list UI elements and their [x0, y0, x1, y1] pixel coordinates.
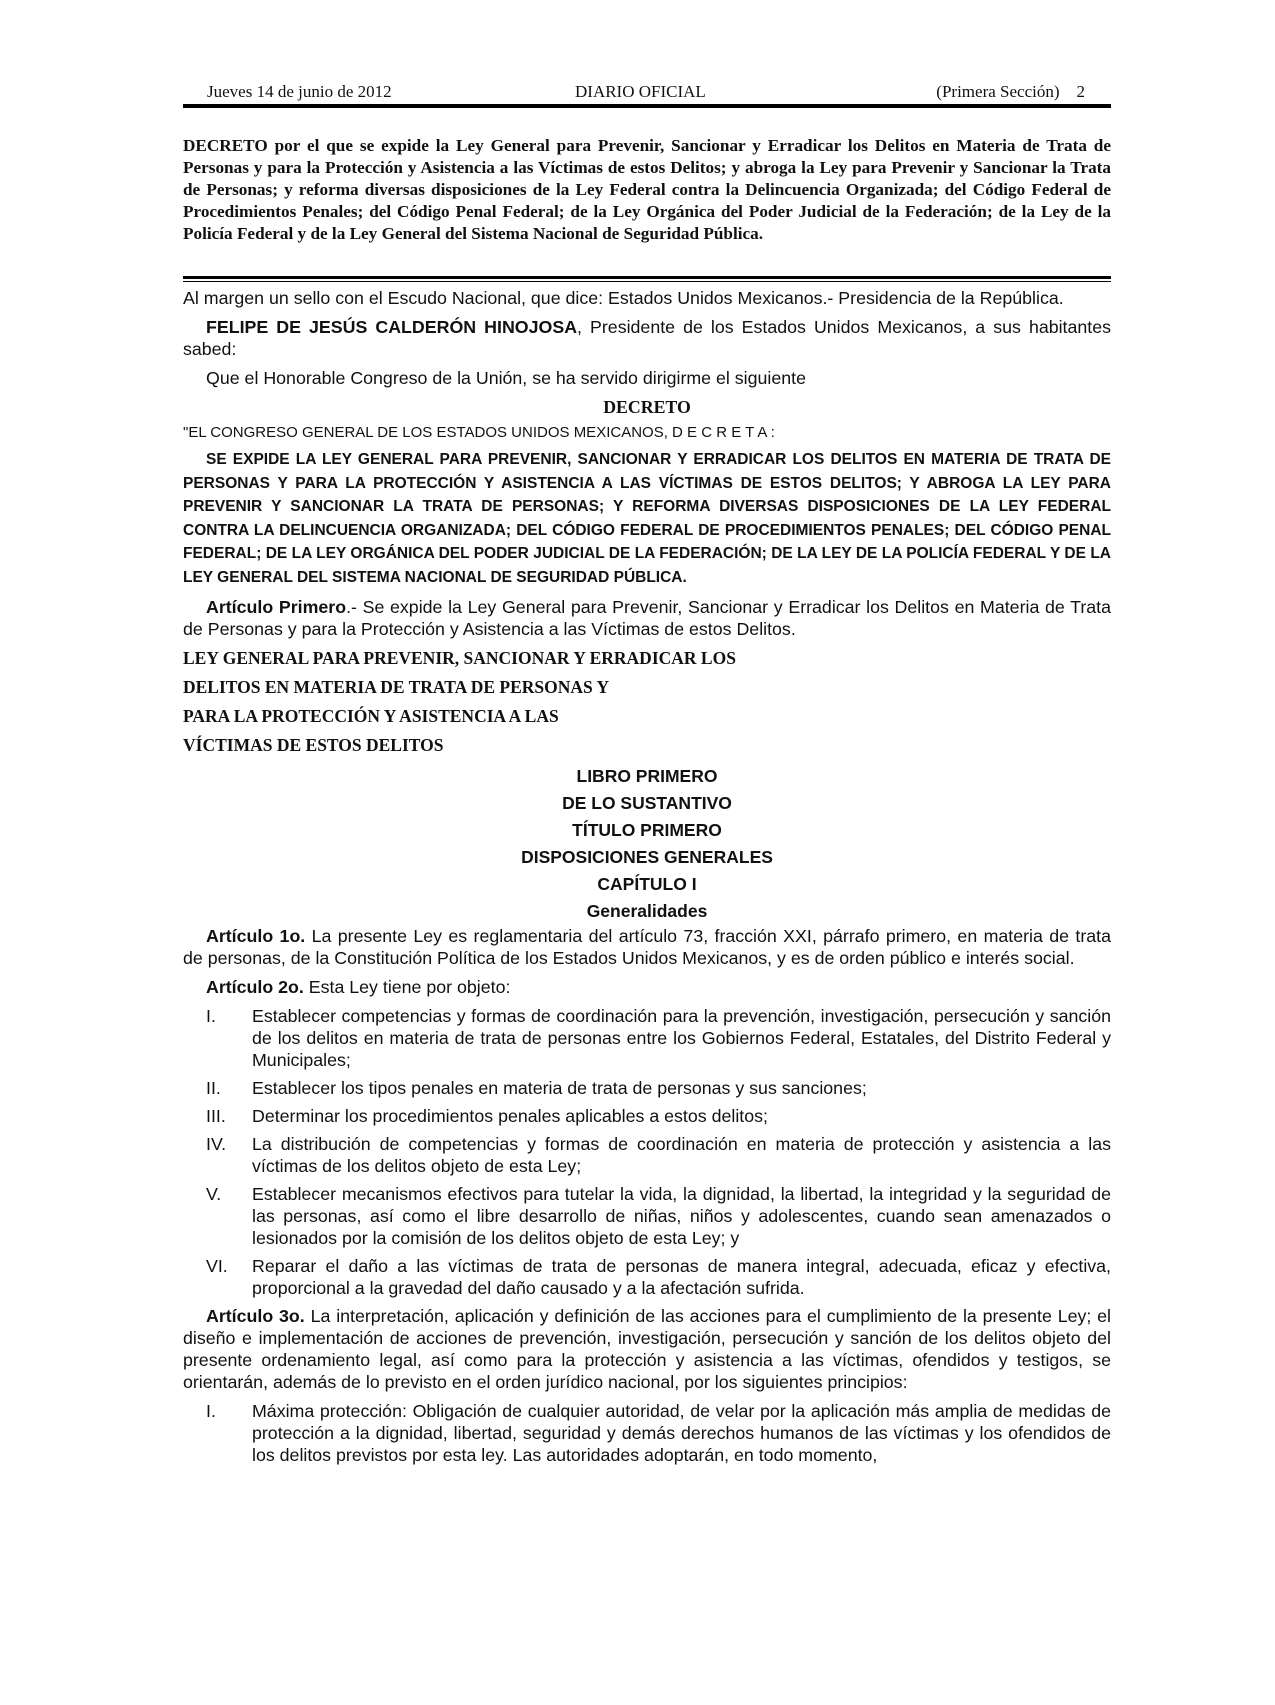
- list-item-text: La distribución de competencias y formas de coordinación en materia de protección y asistencia a las víctimas de los delitos objeto de esta Ley;: [252, 1134, 1111, 1176]
- law-title: [183, 647, 1111, 756]
- list-item-number: III.: [206, 1106, 226, 1126]
- article-2-text: Esta Ley tiene por objeto:: [303, 977, 511, 997]
- article-1-text: La presente Ley es reglamentaria del artículo 73, fracción XXI, párrafo primero, en materia de trata de personas, de la Constitución Política de los Estados Unidos Mexicanos, y es de orden público e interés social.: [183, 926, 1111, 968]
- article-first-text: .- Se expide la Ley General para Prevenir, Sancionar y Erradicar los Delitos en Materia de Trata de Personas y para la Protección y Asistencia a las Víctimas de estos Delitos.: [183, 597, 1111, 639]
- header-publication: DIARIO OFICIAL: [575, 82, 706, 101]
- list-item: [206, 1005, 1111, 1071]
- list-item-number: I.: [206, 1006, 216, 1026]
- law-title-line: DELITOS EN MATERIA DE TRATA DE PERSONAS Y: [183, 677, 610, 697]
- heading-capitulo: CAPÍTULO I: [597, 874, 697, 894]
- list-item-number: VI.: [206, 1256, 228, 1276]
- congress-decree-lead: "EL CONGRESO GENERAL DE LOS ESTADOS UNIDOS MEXICANOS,: [183, 424, 668, 441]
- law-title-line: PARA LA PROTECCIÓN Y ASISTENCIA A LAS: [183, 706, 559, 726]
- president-name: FELIPE DE JESÚS CALDERÓN HINOJOSA: [206, 317, 578, 337]
- list-item: [206, 1133, 1111, 1177]
- article-1: [183, 925, 1111, 969]
- title-rule-thick: [183, 276, 1111, 279]
- heading-disposiciones: DISPOSICIONES GENERALES: [521, 847, 773, 867]
- heading-libro: LIBRO PRIMERO: [576, 766, 718, 786]
- caps-statement: SE EXPIDE LA LEY GENERAL PARA PREVENIR, SANCIONAR Y ERRADICAR LOS DELITOS EN MATERIA DE TRATA DE PERSONAS Y PARA LA PROTECCIÓN Y ASISTENCIA A LAS VÍCTIMAS DE ESTOS DELITOS; Y ABROGA LA LEY PARA PREVENIR Y SANCIONAR LA TRATA DE PERSONAS; Y REFORMA DIVERSAS DISPOSICIONES DE LA LEY FEDERAL CONTRA LA DELINCUENCIA ORGANIZADA; DEL CÓDIGO FEDERAL DE PROCEDIMIENTOS PENALES; DEL CÓDIGO PENAL FEDERAL; DE LA LEY ORGÁNICA DEL PODER JUDICIAL DE LA FEDERACIÓN; DE LA LEY DE LA POLICÍA FEDERAL Y DE LA LEY GENERAL DEL SISTEMA NACIONAL DE SEGURIDAD PÚBLICA.: [183, 451, 1111, 586]
- page-header: [207, 82, 1085, 104]
- article-3-text: La interpretación, aplicación y definición de las acciones para el cumplimiento de la presente Ley; el diseño e implementación de acciones de prevención, investigación, persecución y sanción de los delitos objeto del presente ordenamiento legal, así como para la protección y asistencia a las víctimas, ofendidos y testigos, se orientarán, además de lo previsto en el orden jurídico nacional, por los siguientes principios:: [183, 1306, 1111, 1392]
- list-item: [206, 1077, 1111, 1099]
- document-body: [183, 287, 1111, 1472]
- header-page-number: 2: [1076, 82, 1085, 101]
- law-title-line: LEY GENERAL PARA PREVENIR, SANCIONAR Y ERRADICAR LOS: [183, 648, 736, 668]
- list-item-number: II.: [206, 1078, 221, 1098]
- article-2-label: Artículo 2o.: [206, 977, 304, 997]
- list-item-text: Reparar el daño a las víctimas de trata de personas de manera integral, adecuada, eficaz y efectiva, proporcional a la gravedad del daño causado y a la afectación sufrida.: [252, 1256, 1111, 1298]
- law-title-line: VÍCTIMAS DE ESTOS DELITOS: [183, 735, 444, 755]
- margin-note: Al margen un sello con el Escudo Nacional, que dice: Estados Unidos Mexicanos.- Presidencia de la República.: [183, 288, 1064, 308]
- congress-line: Que el Honorable Congreso de la Unión, se ha servido dirigirme el siguiente: [206, 368, 806, 388]
- list-item: [206, 1183, 1111, 1249]
- header-section-label: (Primera Sección): [936, 82, 1060, 101]
- president-paragraph: [183, 316, 1111, 360]
- list-item-text: Establecer mecanismos efectivos para tutelar la vida, la dignidad, la libertad, la integridad y la seguridad de las personas, así como el libre desarrollo de niñas, niños y adolescentes, cuando sean amenazados o lesionados por la comisión de los delitos objeto de esta Ley; y: [252, 1184, 1111, 1248]
- heading-titulo: TÍTULO PRIMERO: [572, 820, 722, 840]
- congress-decree-decreta: D E C R E T A :: [672, 424, 775, 441]
- article-2-list: [183, 1005, 1111, 1299]
- list-item-text: Establecer competencias y formas de coordinación para la prevención, investigación, persecución y sanción de los delitos en materia de trata de personas entre los Gobiernos Federal, Estatales, del Distrito Federal y Municipales;: [252, 1006, 1111, 1070]
- article-3-label: Artículo 3o.: [206, 1306, 305, 1326]
- list-item: [206, 1105, 1111, 1127]
- article-first-label: Artículo Primero: [206, 597, 347, 617]
- heading-generalidades: Generalidades: [586, 901, 708, 921]
- header-section: [936, 82, 1085, 102]
- title-rule-thin: [183, 281, 1111, 282]
- decree-title: DECRETO por el que se expide la Ley General para Prevenir, Sancionar y Erradicar los Delitos en Materia de Trata de Personas y para la Protección y Asistencia a las Víctimas de estos Delitos; y abroga la Ley para Prevenir y Sancionar la Trata de Personas; y reforma diversas disposiciones de la Ley Federal contra la Delincuencia Organizada; del Código Federal de Procedimientos Penales; del Código Penal Federal; de la Ley Orgánica del Poder Judicial de la Federación; de la Ley de la Policía Federal y de la Ley General del Sistema Nacional de Seguridad Pública.: [183, 136, 1111, 243]
- list-item-text: Establecer los tipos penales en materia de trata de personas y sus sanciones;: [252, 1078, 867, 1098]
- heading-sustantivo: DE LO SUSTANTIVO: [562, 793, 732, 813]
- list-item-number: IV.: [206, 1134, 227, 1154]
- article-3-list: [183, 1400, 1111, 1466]
- list-item-number: I.: [206, 1401, 216, 1421]
- article-3: [183, 1305, 1111, 1393]
- list-item-text: Máxima protección: Obligación de cualquier autoridad, de velar por la aplicación más amplia de medidas de protección a la dignidad, libertad, seguridad y demás derechos humanos de las víctimas y los ofendidos de los delitos previstos por esta ley. Las autoridades adoptarán, en todo momento,: [252, 1401, 1111, 1465]
- list-item: [206, 1400, 1111, 1466]
- header-rule: [183, 104, 1111, 108]
- article-1-label: Artículo 1o.: [206, 926, 306, 946]
- decreto-heading: DECRETO: [603, 397, 691, 417]
- article-first: [183, 596, 1111, 640]
- article-2: [183, 976, 1111, 998]
- header-date: Jueves 14 de junio de 2012: [207, 82, 392, 101]
- president-text: , Presidente de los Estados Unidos Mexicanos, a sus habitantes sabed:: [183, 317, 1111, 359]
- list-item-text: Determinar los procedimientos penales aplicables a estos delitos;: [252, 1106, 768, 1126]
- list-item: [206, 1255, 1111, 1299]
- list-item-number: V.: [206, 1184, 222, 1204]
- congress-decree: [183, 422, 1111, 444]
